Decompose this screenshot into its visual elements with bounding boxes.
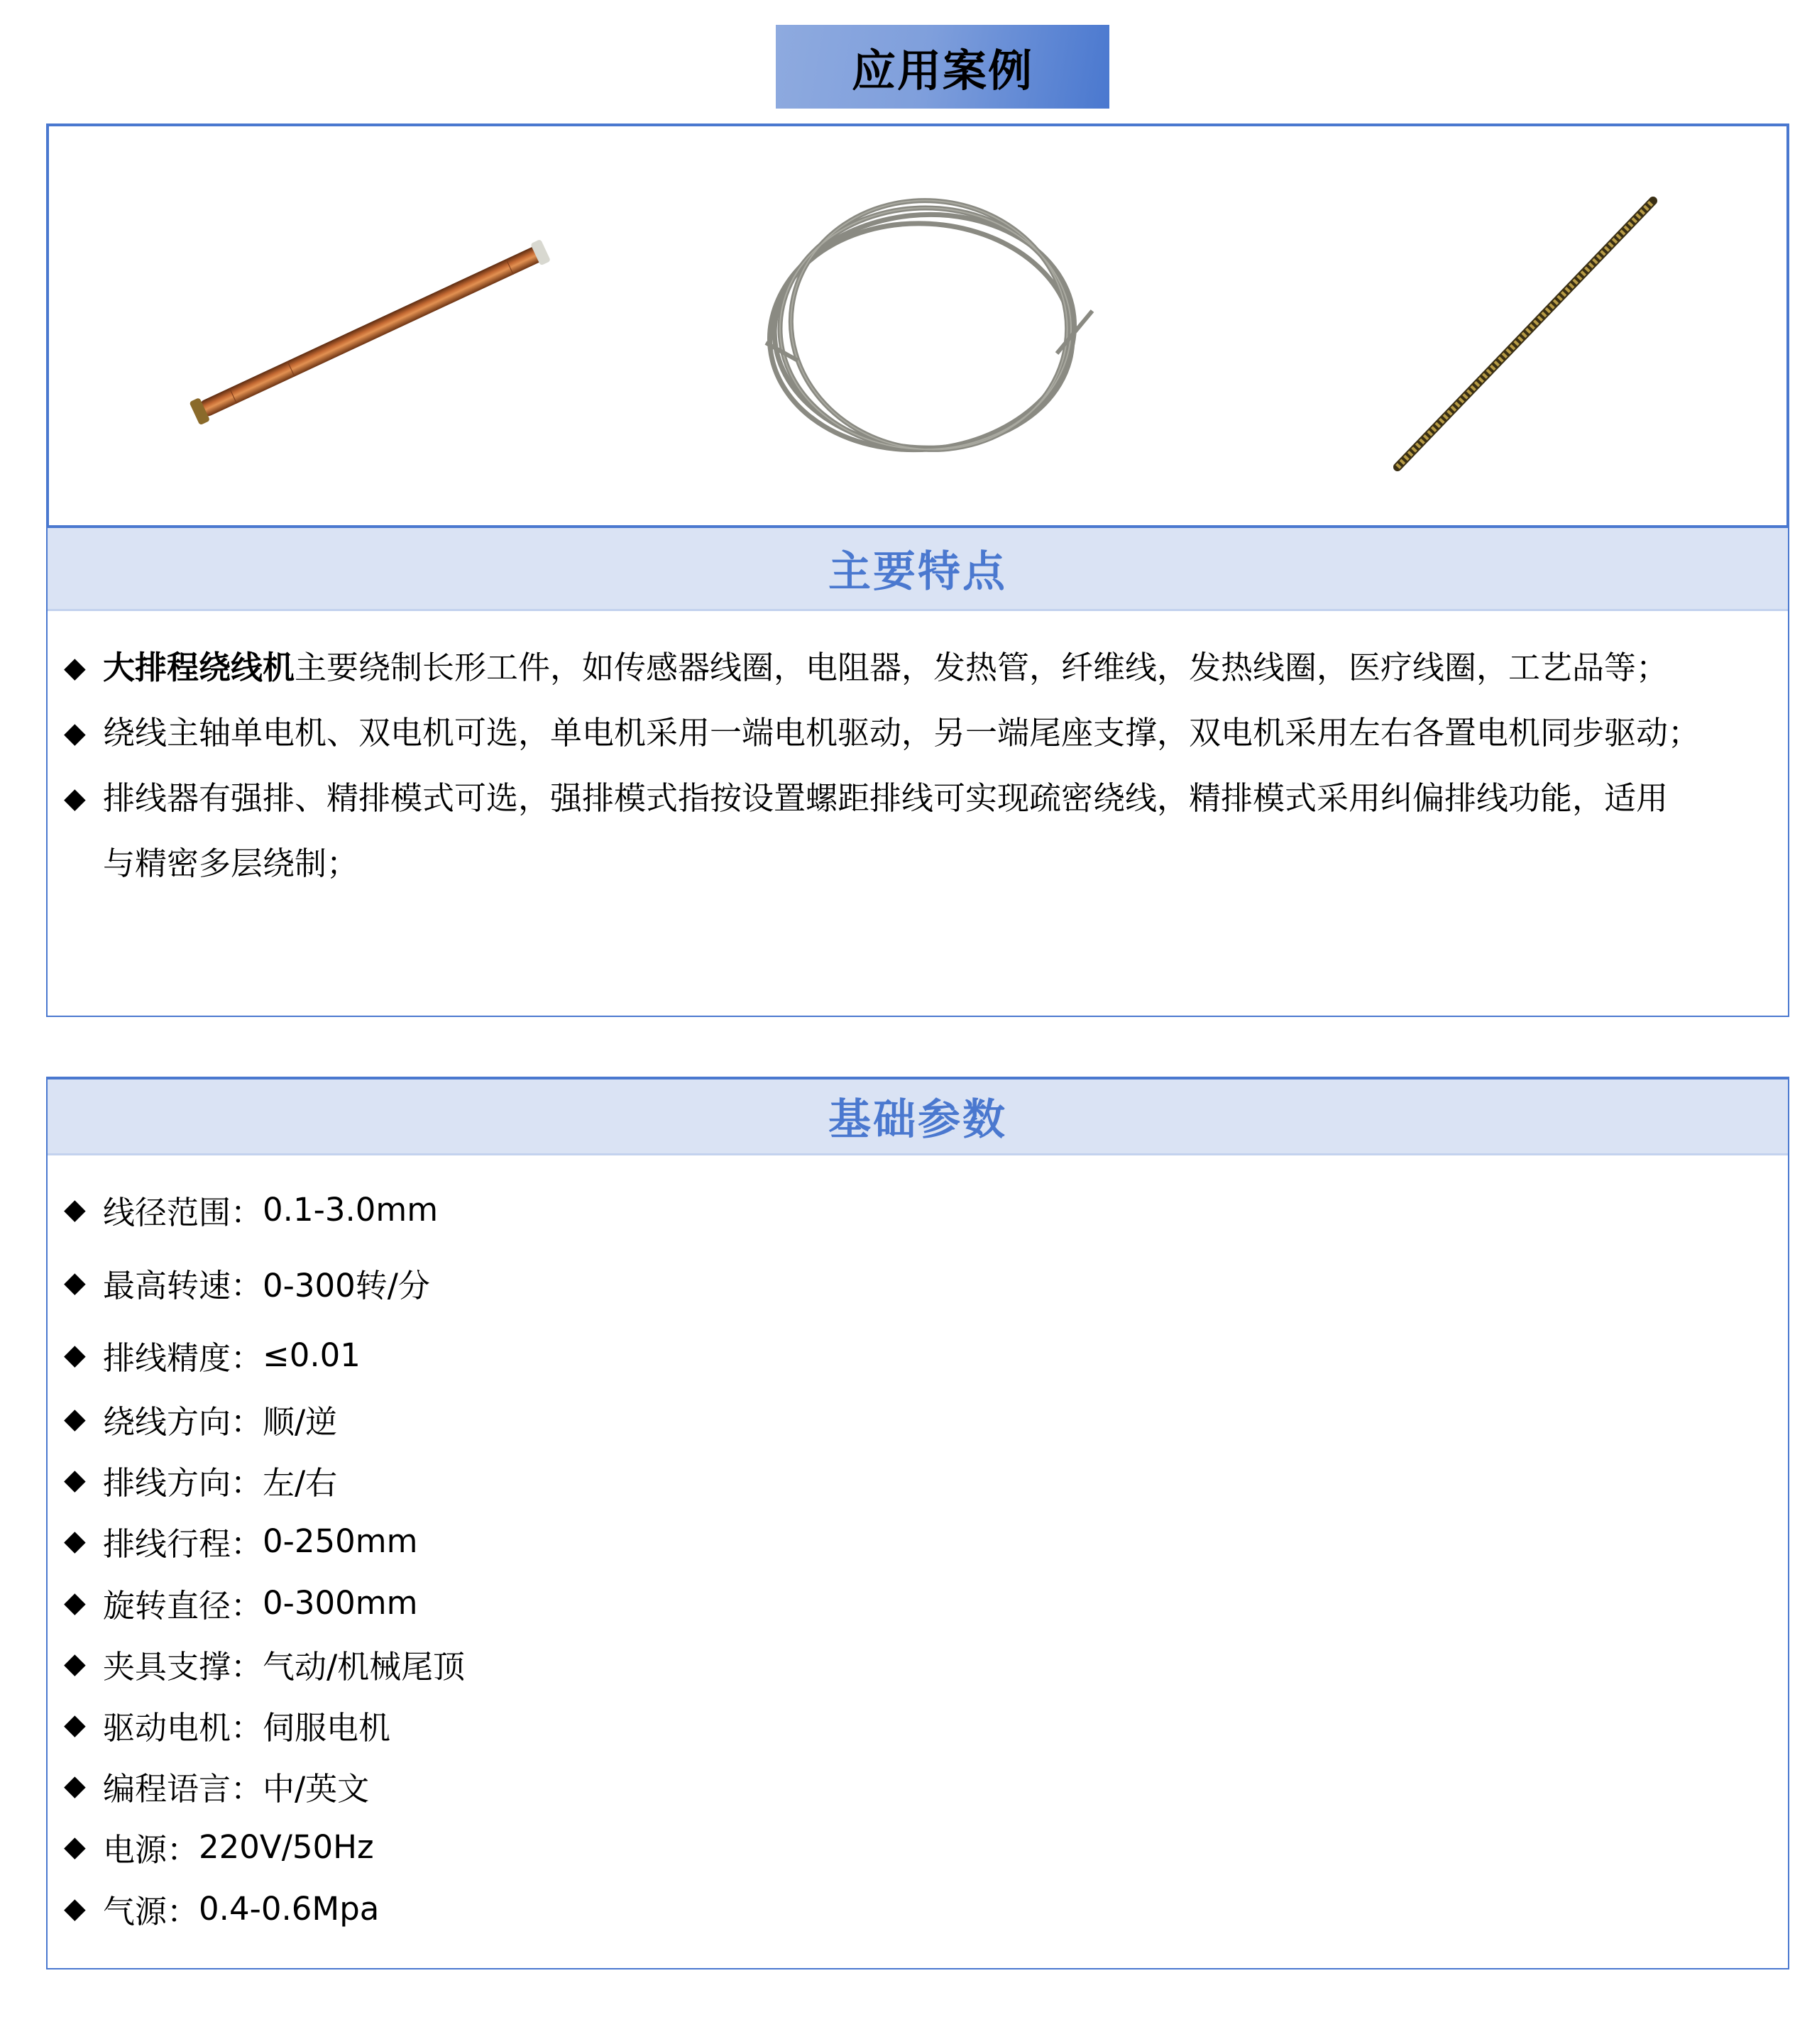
case-images-panel xyxy=(46,123,1789,528)
param-label: 旋转直径： xyxy=(103,1586,263,1625)
banner-title: 应用案例 xyxy=(851,44,1033,97)
param-value: 220V/50Hz xyxy=(199,1828,374,1866)
diamond-bullet-icon: ◆ xyxy=(64,1586,86,1619)
param-value: 顺/逆 xyxy=(263,1402,338,1441)
param-label: 编程语言： xyxy=(103,1769,263,1808)
diamond-bullet-icon: ◆ xyxy=(64,1647,86,1680)
param-label: 排线方向： xyxy=(103,1463,263,1502)
diamond-bullet-icon: ◆ xyxy=(64,1708,86,1741)
param-row xyxy=(64,1696,390,1753)
diamond-bullet-icon: ◆ xyxy=(64,1193,86,1226)
param-value: 0.4-0.6Mpa xyxy=(199,1889,380,1928)
param-label: 排线精度： xyxy=(103,1339,263,1377)
diamond-bullet-icon: ◆ xyxy=(64,1463,86,1496)
param-row xyxy=(64,1757,369,1814)
param-row xyxy=(64,1451,337,1508)
param-value: 中/英文 xyxy=(263,1769,370,1808)
diamond-bullet-icon: ◆ xyxy=(64,1769,86,1802)
diamond-bullet-icon: ◆ xyxy=(64,1830,86,1863)
param-value: 左/右 xyxy=(263,1463,338,1502)
param-row xyxy=(64,1880,379,1937)
param-value: 0-300mm xyxy=(263,1583,418,1622)
params-header xyxy=(48,1079,1788,1155)
feature-text: 绕线主轴单电机、双电机可选，单电机采用一端电机驱动，另一端尾座支撑，双电机采用左右各置电机同步驱动； xyxy=(103,714,1701,752)
param-value: ≤0.01 xyxy=(263,1336,361,1374)
params-title: 基础参数 xyxy=(828,1095,1007,1145)
diamond-bullet-icon: ◆ xyxy=(64,1892,86,1925)
diamond-bullet-icon: ◆ xyxy=(64,1266,86,1299)
feature-text-continuation: 与精密多层绕制； xyxy=(103,845,359,882)
param-label: 夹具支撑： xyxy=(103,1647,263,1686)
param-row xyxy=(64,1254,430,1311)
wire-coil-loop-image xyxy=(759,190,1099,474)
copper-coil-rod-image xyxy=(180,240,564,432)
param-value: 0-250mm xyxy=(263,1522,418,1560)
feature-item xyxy=(64,700,1782,766)
param-label: 绕线方向： xyxy=(103,1402,263,1441)
param-row xyxy=(64,1818,374,1875)
param-value: 0-300转/分 xyxy=(263,1266,430,1304)
feature-item xyxy=(64,766,1782,831)
param-row xyxy=(64,1390,337,1447)
param-value: 0.1-3.0mm xyxy=(263,1190,439,1229)
param-value: 伺服电机 xyxy=(263,1708,391,1747)
param-label: 排线行程： xyxy=(103,1524,263,1563)
features-title: 主要特点 xyxy=(828,547,1007,597)
diamond-bullet-icon: ◆ xyxy=(64,782,86,815)
param-value: 气动/机械尾顶 xyxy=(263,1647,466,1686)
param-row xyxy=(64,1181,438,1238)
feature-text: 主要绕制长形工件，如传感器线圈，电阻器，发热管，纤维线，发热线圈，医疗线圈，工艺品等； xyxy=(295,649,1669,686)
feature-item xyxy=(64,635,1782,700)
diamond-bullet-icon: ◆ xyxy=(64,1339,86,1371)
param-label: 驱动电机： xyxy=(103,1708,263,1747)
param-row xyxy=(64,1635,465,1692)
diamond-bullet-icon: ◆ xyxy=(64,717,86,749)
diamond-bullet-icon: ◆ xyxy=(64,1402,86,1435)
param-row xyxy=(64,1326,361,1383)
features-list xyxy=(64,635,1782,896)
param-row xyxy=(64,1574,417,1631)
diamond-bullet-icon: ◆ xyxy=(64,652,86,684)
param-label: 气源： xyxy=(103,1892,199,1930)
param-label: 线径范围： xyxy=(103,1193,263,1231)
param-row xyxy=(64,1512,417,1569)
diamond-bullet-icon: ◆ xyxy=(64,1524,86,1557)
param-label: 最高转速： xyxy=(103,1266,263,1304)
feature-text: 排线器有强排、精排模式可选，强排模式指按设置螺距排线可实现疏密绕线，精排模式采用纠偏排线功能，适用 xyxy=(103,779,1669,817)
spiral-wound-wire-image xyxy=(1390,194,1660,478)
features-header xyxy=(48,528,1788,611)
param-label: 电源： xyxy=(103,1830,199,1869)
feature-highlight: 大排程绕线机 xyxy=(103,649,295,686)
section-banner-cases xyxy=(776,25,1109,109)
